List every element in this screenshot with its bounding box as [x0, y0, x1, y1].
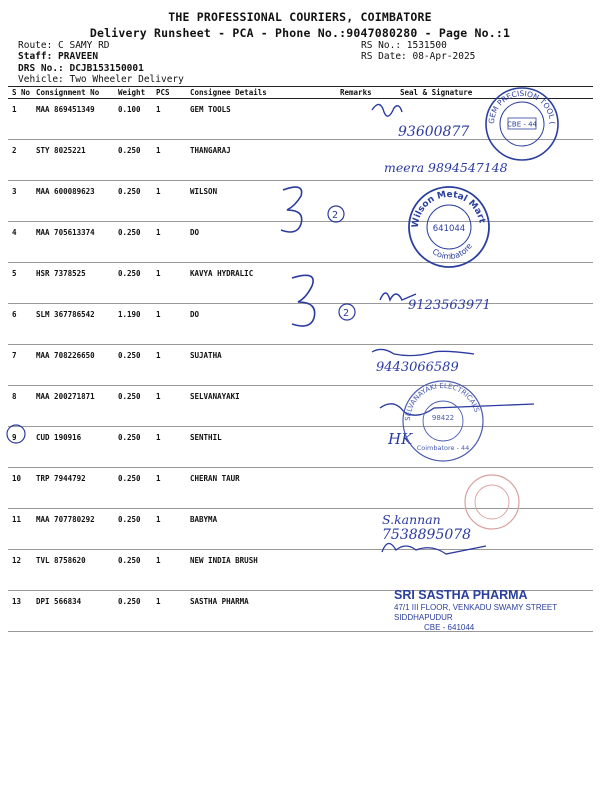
- row-pcs: 1: [156, 269, 161, 278]
- row-sno: 8: [12, 392, 17, 401]
- gem-stamp-ring-text: GEM PRECISION TOOL (: [486, 88, 558, 125]
- row-consignee: SENTHIL: [190, 433, 222, 442]
- row-sno: 2: [12, 146, 17, 155]
- row-weight: 0.250: [118, 597, 141, 606]
- row-pcs: 1: [156, 392, 161, 401]
- row-consignment: MAA 707780292: [36, 515, 95, 524]
- handwritten-phone-6: 9123563971: [408, 298, 491, 313]
- row-pcs: 1: [156, 310, 161, 319]
- row-weight: 0.250: [118, 392, 141, 401]
- row-weight: 0.250: [118, 351, 141, 360]
- wilson-stamp-center: 641044: [432, 224, 466, 234]
- row-consignee: SASTHA PHARMA: [190, 597, 249, 606]
- row-sno: 1: [12, 105, 17, 114]
- row-sno: 9: [12, 433, 17, 442]
- handwritten-three-2: [292, 275, 315, 326]
- row-pcs: 1: [156, 597, 161, 606]
- row-sno: 4: [12, 228, 17, 237]
- selva-stamp-center: 98422: [431, 414, 455, 422]
- row-weight: 0.250: [118, 515, 141, 524]
- row-pcs: 1: [156, 351, 161, 360]
- col-seal: Seal & Signature: [400, 88, 473, 97]
- col-pcs: PCS: [156, 88, 170, 97]
- row-weight: 0.250: [118, 146, 141, 155]
- row-consignment: DPI 566834: [36, 597, 82, 606]
- row-consignment: MAA 200271871: [36, 392, 95, 401]
- signature-scribble-7: [372, 349, 474, 355]
- gem-tools-stamp: [482, 84, 562, 168]
- staff-label: Staff: PRAVEEN: [18, 51, 99, 62]
- row-consignment: MAA 708226650: [36, 351, 95, 360]
- row-sno: 7: [12, 351, 17, 360]
- row-consignee: GEM TOOLS: [190, 105, 231, 114]
- drs-label: DRS No.: DCJB153150001: [18, 63, 144, 74]
- row-weight: 0.250: [118, 474, 141, 483]
- selva-stamp-ring-text: SELVANAYAKI ELECTRICALS: [403, 381, 481, 422]
- circled-two-1-text: 2: [332, 210, 339, 221]
- row-pcs: 1: [156, 556, 161, 565]
- col-weight: Weight: [118, 88, 146, 97]
- sastha-stamp-area: SIDDHAPUDUR: [394, 613, 453, 622]
- gem-stamp-center: CBE - 44: [507, 120, 537, 129]
- row-consignee: SUJATHA: [190, 351, 222, 360]
- wilson-metal-stamp: [404, 182, 494, 276]
- row-pcs: 1: [156, 146, 161, 155]
- row-pcs: 1: [156, 228, 161, 237]
- row-weight: 0.250: [118, 556, 141, 565]
- runsheet-title: Delivery Runsheet - PCA - Phone No.:9047080280 - Page No.:1: [89, 26, 511, 40]
- sastha-pharma-stamp: [394, 588, 594, 632]
- row-weight: 1.190: [118, 310, 141, 319]
- company-title: THE PROFESSIONAL COURIERS, COIMBATORE: [168, 10, 432, 24]
- row-consignee: KAVYA HYDRALIC: [190, 269, 254, 278]
- row-consignee: SELVANAYAKI: [190, 392, 240, 401]
- col-consignee: Consignee Details: [190, 88, 267, 97]
- handwritten-sign-9: HK: [388, 430, 413, 448]
- row-sno: 11: [12, 515, 22, 524]
- row-consignment: SLM 367786542: [36, 310, 95, 319]
- row-sno: 12: [12, 556, 22, 565]
- handwritten-phone-11: 7538895078: [382, 527, 472, 543]
- circled-nine: [7, 425, 25, 443]
- row-sno: 13: [12, 597, 22, 606]
- col-remarks: Remarks: [340, 88, 372, 97]
- row-pcs: 1: [156, 515, 161, 524]
- faint-red-stamp: [462, 472, 522, 536]
- signature-scribble-1: [372, 104, 402, 116]
- row-weight: 0.100: [118, 105, 141, 114]
- row-sno: 6: [12, 310, 17, 319]
- row-consignment: CUD 190916: [36, 433, 82, 442]
- vehicle-label: Vehicle: Two Wheeler Delivery: [18, 74, 184, 85]
- circled-two-2-text: 2: [343, 308, 350, 319]
- row-weight: 0.250: [118, 187, 141, 196]
- handwritten-name-11: S.kannan: [382, 512, 441, 527]
- sastha-stamp-pin: CBE - 641044: [424, 623, 475, 632]
- selvanayaki-stamp: [398, 376, 488, 470]
- row-consignment: STY 8025221: [36, 146, 86, 155]
- handwritten-phone-1: 93600877: [398, 124, 470, 140]
- row-consignee: THANGARAJ: [190, 146, 231, 155]
- wilson-stamp-bottom-text: Coimbatore: [430, 241, 475, 262]
- row-consignment: MAA 869451349: [36, 105, 95, 114]
- row-pcs: 1: [156, 474, 161, 483]
- selva-stamp-bottom: Coimbatore - 44: [416, 444, 470, 452]
- row-consignee: WILSON: [190, 187, 218, 196]
- row-weight: 0.250: [118, 228, 141, 237]
- row-consignment: MAA 705613374: [36, 228, 95, 237]
- row-consignee: DO: [190, 310, 200, 319]
- row-consignment: HSR 7378525: [36, 269, 86, 278]
- col-sno: S No: [12, 88, 31, 97]
- route-label: Route: C SAMY RD: [18, 40, 110, 51]
- svg-text:Coimbatore: [431, 242, 474, 262]
- row-consignment: TRP 7944792: [36, 474, 86, 483]
- wilson-stamp-ring-text: Wilson Metal Mart: [410, 189, 487, 229]
- col-consignment: Consignment No: [36, 88, 100, 97]
- row-consignment: MAA 600089623: [36, 187, 95, 196]
- row-pcs: 1: [156, 105, 161, 114]
- sastha-stamp-name: SRI SASTHA PHARMA: [394, 588, 528, 602]
- row-sno: 5: [12, 269, 17, 278]
- row-sno: 3: [12, 187, 17, 196]
- row-consignee: DO: [190, 228, 200, 237]
- handwritten-three-1: [281, 187, 302, 232]
- row-consignee: CHERAN TAUR: [190, 474, 240, 483]
- handwritten-phone-7: 9443066589: [376, 360, 459, 375]
- row-sno: 10: [12, 474, 22, 483]
- row-pcs: 1: [156, 433, 161, 442]
- handwritten-meera: meera 9894547148: [384, 160, 508, 175]
- sastha-stamp-address: 47/1 III FLOOR, VENKADU SWAMY STREET: [394, 603, 558, 612]
- signature-scribble-12: [382, 543, 486, 554]
- rs-no-label: RS No.: 1531500: [361, 40, 447, 51]
- row-consignee: BABYMA: [190, 515, 218, 524]
- row-weight: 0.250: [118, 433, 141, 442]
- rs-date-label: RS Date: 08-Apr-2025: [361, 51, 476, 62]
- row-pcs: 1: [156, 187, 161, 196]
- row-consignment: TVL 8758620: [36, 556, 86, 565]
- row-consignee: NEW INDIA BRUSH: [190, 556, 258, 565]
- row-weight: 0.250: [118, 269, 141, 278]
